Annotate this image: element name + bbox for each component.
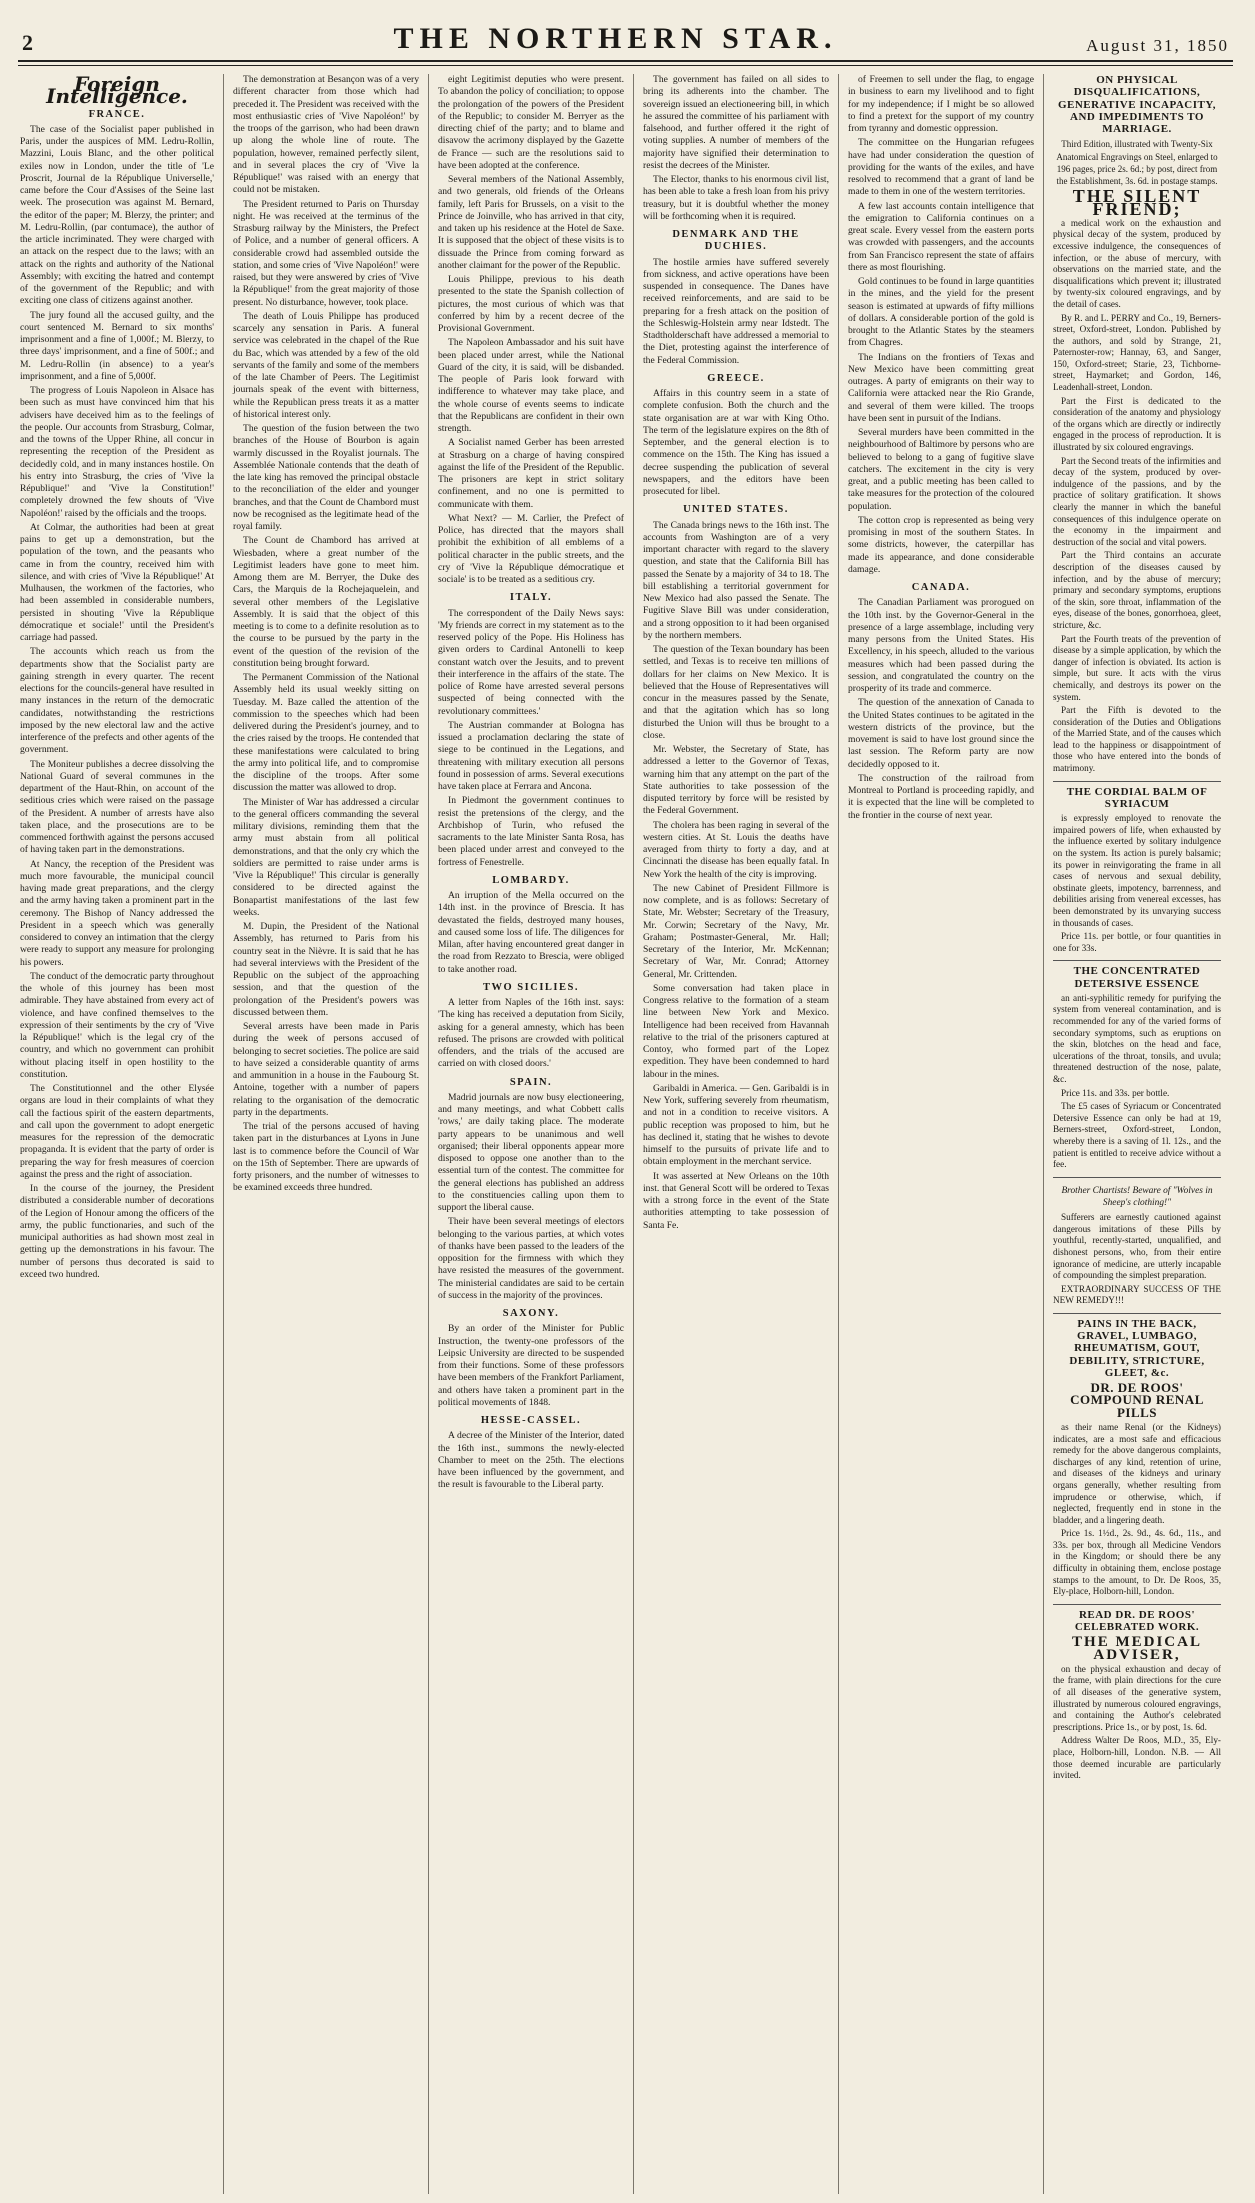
paragraph: Garibaldi in America. — Gen. Garibaldi is in New York, suffering severely from rheumatism, and not in a condition to receive visitors. A public reception was proposed to him, but he has declined it, stating that he wishes to devote himself to the pursuits of private life and to obtain employment in the merchant service. [643, 1082, 829, 1168]
ad-paragraph: an anti-syphilitic remedy for purifying the system from venereal contamination, and is recommended for any of the varied forms of secondary symptoms, such as eruptions on the skin, blotches on the head and face, ulcerations of the throat, tonsils, and uvula; threatened destruction of the nose, palate, &c. [1053, 992, 1221, 1084]
paragraph: The trial of the persons accused of having taken part in the disturbances at Lyons in June last is to commence before the Council of War on the 15th of September. There are upwards of forty prisoners, and the number of witnesses to be examined exceeds three hundred. [233, 1121, 419, 1194]
paragraph: A few last accounts contain intelligence that the emigration to California continues on a great scale. Every vessel from the eastern ports was crowded with passengers, and the accounts from San Francisco represent the state of affairs there as most flourishing. [848, 200, 1034, 273]
paragraph: What Next? — M. Carlier, the Prefect of Police, has directed that the mayors shall prohibit the exhibition of all emblems of a political character in the public streets, and the cry of 'Vive la République démocratique et sociale' is to be treated as a seditious cry. [438, 512, 624, 585]
ad-title: THE CORDIAL BALM OF SYRIACUM [1066, 785, 1208, 810]
paragraph: A decree of the Minister of the Interior, dated the 16th inst., summons the newly-elected Chamber to meet on the 25th. The elections have been influenced by the government, and the result is favourable to the Liberal party. [438, 1430, 624, 1491]
ad-paragraph: Part the Third contains an accurate description of the diseases caused by infection, and by the abuse of mercury; primary and secondary symptoms, eruptions of the skin, sore throat, inflammation of the eyes, disease of the bones, gonorrhoea, gleet, stricture, &c. [1053, 550, 1221, 630]
france-article-continued [233, 74, 419, 1195]
ad-body [1053, 1212, 1221, 1307]
paragraph: The committee on the Hungarian refugees have had under consideration the question of providing for the wants of the exiles, and have resolved to recommend that a grant of land be made to them in one of the western territories. [848, 137, 1034, 198]
paragraph: Their have been several meetings of electors belonging to the various parties, at which votes of thanks have been passed to the leaders of the opposition for the firmness with which they have resisted the measures of the government. The ministerial candidates are said to be certain of success in the majority of the provinces. [438, 1216, 624, 1301]
paragraph: In the course of the journey, the President distributed a considerable number of decorations of the Legion of Honour among the officers of the army, the public functionaries, and such of the municipal authorities as had shown most zeal in getting up the demonstrations in his favour. The number of persons thus decorated is said to exceed two hundred. [20, 1183, 214, 1280]
advertisement-renal-pills [1053, 1313, 1221, 1598]
page-number: 2 [22, 30, 33, 55]
issue-date: August 31, 1850 [1086, 36, 1229, 55]
paragraph: Several arrests have been made in Paris during the week of persons accused of belonging to secret societies. The police are said to have seized a considerable quantity of arms and ammunition in a house in the Faubourg St. Antoine, together with a number of papers relating to the organisation of the democratic party in the departments. [233, 1021, 419, 1118]
paragraph: The demonstration at Besançon was of a very different character from those which had preceded it. The President was received with the most enthusiastic cries of 'Vive Napoléon!' by the troops of the garrison, who had been drawn up along the whole line of route. The population, however, remained perfectly silent, and in several places the cry of 'Vive la République!' was raised with an energy that could not be mistaken. [233, 74, 419, 196]
ad-paragraph: a medical work on the exhaustion and physical decay of the system, produced by excessive indulgence, the consequences of infection, or the abuse of mercury, with observations on the married state, and the disqualifications which prevent it; illustrated by twenty-six coloured engravings, and by the detail of cases. [1053, 217, 1221, 309]
ad-body [1053, 1422, 1221, 1598]
paragraph: The Austrian commander at Bologna has issued a proclamation declaring the state of siege to be continued in the Legations, and threatening with military execution all persons found in possession of arms. Several executions have taken place at Ferrara and Ancona. [438, 719, 624, 792]
ad-body [1053, 218, 1221, 775]
advertisement-cordial-balm [1053, 781, 1221, 955]
paragraph: It was asserted at New Orleans on the 10th inst. that General Scott will be ordered to Texas with a strong force in the event of the State authorities attempting to take possession of Santa Fe. [643, 1170, 829, 1231]
paragraph: The question of the Texan boundary has been settled, and Texas is to receive ten millions of dollars for her claims on New Mexico. It is believed that the House of Representatives will concur in the measures passed by the Senate, and that the agitation which has so long disturbed the Union will thus be brought to a close. [643, 644, 829, 741]
masthead-rule [18, 65, 1233, 66]
paragraph: The question of the fusion between the two branches of the House of Bourbon is again warmly discussed in the Royalist journals. The Assemblée Nationale contends that the death of the late king has removed the principal obstacle to the reconciliation of the elder and younger branches, and that the Count de Chambord must now be recognised as the legitimate head of the royal family. [233, 423, 419, 532]
foreign-news-column-4 [643, 74, 829, 1232]
foreign-news-column-5 [848, 74, 1034, 822]
ad-paragraph: as their name Renal (or the Kidneys) indicates, are a most safe and efficacious remedy for the above dangerous complaints, discharges of any kind, retention of urine, and diseases of the kidneys and urinary organs generally, whether resulting from imprudence or otherwise, which, if neglected, frequently end in stone in the bladder, and a lingering death. [1053, 1421, 1221, 1525]
paragraph: Gold continues to be found in large quantities in the mines, and the yield for the present season is estimated at upwards of fifty millions of dollars. A considerable portion of the gold is brought to the Atlantic States by the steamers from Chagres. [848, 276, 1034, 349]
france-article [20, 124, 214, 1281]
paragraph: The progress of Louis Napoleon in Alsace has been such as must have convinced him that his advisers have deceived him as to the feelings of the people. Our accounts from Strasburg, Colmar, and the towns of the Upper Rhine, all concur in representing the reception of the President as decidedly cold, and in many instances hostile. On his entry into Strasburg, the cries of 'Vive la République!' and 'Vive la Constitution!' completely drowned the few shouts of 'Vive Napoléon!' raised by the officials and the troops. [20, 385, 214, 519]
advertisement-silent-friend [1053, 74, 1221, 775]
article-heading: DENMARK AND THE DUCHIES. [672, 229, 800, 253]
paragraph: The President returned to Paris on Thursday night. He was received at the terminus of the Strasburg railway by the Ministers, the Prefect of Police, and a number of general officers. A considerable crowd had assembled outside the station, and some cries of 'Vive Napoléon!' were raised, but they were answered by cries of 'Vive la République!' from the great majority of those present. No disturbance, however, took place. [233, 198, 419, 308]
ad-title: PAINS IN THE BACK, GRAVEL, LUMBAGO, RHEUMATISM, GOUT, DEBILITY, STRICTURE, GLEET, &c. [1069, 1317, 1205, 1379]
masthead [18, 18, 1233, 62]
ad-paragraph: on the physical exhaustion and decay of the frame, with plain directions for the cure of all diseases of the generative system, illustrated by numerous coloured engravings, and containing the Author's celebrated prescriptions. Price 1s., or by post, 1s. 6d. [1053, 1663, 1221, 1732]
ad-title: READ DR. DE ROOS' CELEBRATED WORK. [1074, 1608, 1200, 1634]
ad-paragraph: Price 11s. and 33s. per bottle. [1061, 1087, 1170, 1098]
paragraph: The Napoleon Ambassador and his suit have been placed under arrest, while the National Guard of the city, it is said, will be disbanded. The people of Paris look forward with indifference to whatever may take place, and the whole course of events seems to indicate that the Republicans are confident in their own strength. [438, 337, 624, 434]
ad-big-title: THE SILENT FRIEND; [1072, 186, 1202, 219]
column-4 [633, 74, 838, 2194]
paragraph: The government has failed on all sides to bring its adherents into the chamber. The sovereign issued an electioneering bill, in which he assured the committee of his parliament with falsehood, and further offered it the right of voting supplies. A number of members of the majority have signified their determination to resist the decrees of the Minister. [643, 74, 829, 171]
paragraph: The Count de Chambord has arrived at Wiesbaden, where a great number of the Legitimist leaders have gone to meet him. Among them are M. Berryer, the Duke des Cars, the Marquis de la Rochejaquelein, and several other members of the Legislative Assembly. It is said that the object of this meeting is to come to a definite resolution as to the course to be pursued by the party in the event of the question of the revision of the constitution being brought forward. [233, 535, 419, 669]
paragraph: A Socialist named Gerber has been arrested at Strasburg on a charge of having conspired against the life of the President of the Republic. The prisoners are kept in strict solitary confinement, and no one is permitted to communicate with them. [438, 437, 624, 510]
advertisement-caution [1053, 1177, 1221, 1307]
paragraph: Affairs in this country seem in a state of complete confusion. Both the church and the state organisation are at war with King Otho. The term of the legislature expires on the 8th of September, and the general election is to commence on the 15th. The King has issued a decree suspending the publication of several newspapers, and the editors have been prosecuted for libel. [643, 388, 829, 497]
paragraph: A letter from Naples of the 16th inst. says: 'The king has received a deputation from Sicily, asking for a general amnesty, which has been refused. The prisons are crowded with political offenders, and the trials of the accused are carried on with closed doors.' [438, 997, 624, 1070]
column-6-advertisements [1043, 74, 1230, 2194]
ad-paragraph: EXTRAORDINARY SUCCESS OF THE NEW REMEDY!!! [1053, 1283, 1221, 1306]
article-heading-france: FRANCE. [88, 108, 146, 120]
column-1 [18, 74, 223, 2194]
paragraph: The Indians on the frontiers of Texas and New Mexico have been committing great outrages. A party of emigrants on their way to California were attacked near the Rio Grande, and several of them were killed. The troops have been sent in pursuit of the Indians. [848, 351, 1034, 424]
paragraph: By an order of the Minister for Public Instruction, the twenty-one professors of the Leipsic University are directed to be suspended from their functions. Some of these professors have been members of the Frankfort Parliament, and others have taken a prominent part in the political movements of 1848. [438, 1323, 624, 1408]
ad-paragraph: Price 11s. per bottle, or four quantities in one for 33s. [1053, 931, 1221, 953]
paragraph: The death of Louis Philippe has produced scarcely any sensation in Paris. A funeral service was celebrated in the chapel of the Rue du Bac, which was attended by a few of the old servants of the family and some of the members of the late Chamber of Peers. The Legitimist journals speak of the event with bitterness, while the Republican press treats it as a matter of historical interest only. [233, 310, 419, 420]
paragraph: of Freemen to sell under the flag, to engage in business to earn my livelihood and to fight for my independence; if I might be so allowed to find a pretext for the support of my country from tyranny and domestic oppression. [848, 74, 1034, 134]
column-5 [838, 74, 1043, 2194]
newspaper-title: THE NORTHERN STAR. [393, 22, 838, 55]
article-heading: CANADA. [911, 582, 971, 593]
article-heading: UNITED STATES. [683, 504, 789, 516]
paragraph: Several members of the National Assembly, and two generals, old friends of the Orleans family, left Paris for Brussels, on a visit to the Prince de Joinville, who has arrived in that city, and taken up his residence at the Hotel de Saxe. It is supposed that the object of these visits is to dissuade the Prince from coming forward as another claimant for the power of the Republic. [438, 174, 624, 271]
ad-paragraph: is expressly employed to renovate the impaired powers of life, when exhausted by the influence exerted by solitary indulgence on the system. Its action is purely balsamic; its power in reinvigorating the frame in all cases of nervous and sexual debility, obstinate gleets, impotency, barrenness, and debilities arising from venereal excesses, has been demonstrated by its unvarying success in thousands of cases. [1053, 813, 1221, 928]
paragraph: The Canada brings news to the 16th inst. The accounts from Washington are of a very important character with regard to the slavery question, and state that the California Bill has passed the Senate by a majority of 34 to 18. The bill establishing a territorial government for New Mexico had also passed the Senate. The Fugitive Slave Bill was under consideration, and a strong opposition to it had been organised by the northern members. [643, 519, 829, 641]
paragraph: The conduct of the democratic party throughout the whole of this journey has been most admirable. They have abstained from every act of violence, and have confined themselves to the expression of their sentiments by the cry of 'Vive la République!' which is the legal cry of the country, and which no government can prohibit without placing itself in open hostility to the constitution. [20, 970, 214, 1080]
advertisement-detersive-essence [1053, 960, 1221, 1170]
ad-paragraph: Price 1s. 1½d., 2s. 9d., 4s. 6d., 11s., and 33s. per box, through all Medicine Vendors in the Kingdom; or should there be any difficulty in obtaining them, enclose postage stamps to the amount, to Dr. De Roos, 35, Ely-place, Holborn-hill, London. [1053, 1528, 1221, 1597]
article-heading: GREECE. [707, 372, 765, 384]
ad-paragraph: Part the Second treats of the infirmities and decay of the system, produced by over-indulgence of the passions, and by the practice of solitary gratification. It shows clearly the manner in which the baneful consequences of this indulgence operate on the economy in the impairment and destruction of the social and vital powers. [1053, 455, 1221, 547]
paragraph: The Moniteur publishes a decree dissolving the National Guard of several communes in the department of the Haut-Rhin, on account of the seditious cries which were raised on the passage of the President. A number of arrests have also taken place, and the prosecutions are to be commenced forthwith against the persons accused of having taken part in the demonstrations. [20, 758, 214, 856]
paragraph: The case of the Socialist paper published in Paris, under the auspices of MM. Ledru-Rollin, Mazzini, Louis Blanc, and the other political exiles now in London, under the title of 'Le Proscrit, Journal de la République Universelle,' came before the Cour d'Assises of the Seine last week. The prosecution was against M. Bernard, the editor of the paper; M. Blerzy, the printer; and M. Ledru-Rollin, (par contumace), the author of the article incriminated. They were charged with an attack on the respect due to the laws; with an attack on the rights and authority of the National Assembly; with exciting the hatred and contempt of the government of the Republic; and with exciting one class of citizens against another. [20, 123, 214, 307]
ad-paragraph: Sufferers are earnestly cautioned against dangerous imitations of these Pills by youthful, recently-started, unqualified, and dishonest persons, who, from their entire ignorance of medicine, are utterly incapable of compounding the simplest preparation. [1053, 1212, 1221, 1281]
ad-title: ON PHYSICAL DISQUALIFICATIONS, GENERATIVE INCAPACITY, AND IMPEDIMENTS TO MARRIAGE. [1057, 74, 1217, 135]
ad-big-title: DR. DE ROOS' COMPOUND RENAL PILLS [1070, 1380, 1204, 1420]
paragraph: At Colmar, the authorities had been at great pains to get up a demonstration, but the population of the town, and the peasants who came in from the country, received him with silence, and with cries of 'Vive la République!' At Mulhausen, the workmen of the factories, who had been assembled in considerable numbers, persisted in shouting 'Vive la République démocratique et sociale!' until the President's carriage had passed. [20, 521, 214, 643]
ad-title: Brother Chartists! Beware of "Wolves in Sheep's clothing!" [1061, 1185, 1213, 1208]
ad-subtitle: Third Edition, illustrated with Twenty-Six Anatomical Engravings on Steel, enlarged to 196 pages, price 2s. 6d.; by post, direct from the Establishment, 3s. 6d. in postage stamps. [1056, 139, 1218, 186]
ad-body [1053, 993, 1221, 1171]
paragraph: In Piedmont the government continues to resist the pretensions of the clergy, and the Archbishop of Turin, who refused the sacraments to the late Minister Santa Rosa, has been placed under arrest and conveyed to the fortress of Fenestrelle. [438, 795, 624, 868]
ad-paragraph: Address Walter De Roos, M.D., 35, Ely-place, Holborn-hill, London. N.B. — All those deemed incurable are particularly invited. [1053, 1735, 1221, 1781]
ad-paragraph: By R. and L. PERRY and Co., 19, Berners-street, Oxford-street, London. Published by the authors, and sold by Strange, 21, Paternoster-row; Hannay, 63, and Sanger, 150, Oxford-street; Starie, 23, Tichborne-street, Haymarket; and Gordon, 146, Leadenhall-street, London. [1053, 312, 1221, 393]
paragraph: The Elector, thanks to his enormous civil list, has been able to take a fresh loan from his privy treasury, but it is doubtful whether the money will be forthcoming when it is required. [643, 174, 829, 222]
paragraph: The Constitutionnel and the other Elysée organs are loud in their complaints of what they call the factious spirit of the eastern departments, and call upon the government to adopt energetic measures for the repression of the democratic propaganda. It is evident that the party of order is preparing the way for fresh measures of coercion against the press and the right of association. [20, 1083, 214, 1180]
paragraph: The hostile armies have suffered severely from sickness, and active operations have been suspended in consequence. The Danes have received reinforcements, and are said to be preparing for a fresh attack on the position of the Schleswig-Holstein army near Idstedt. The Stadtholderschaft have addressed a memorial to the Diet, protesting against the interference of the Federal Commission. [643, 256, 829, 366]
ad-big-title: THE MEDICAL ADVISER, [1072, 1634, 1202, 1663]
paragraph: At Nancy, the reception of the President was much more favourable, the municipal council having made great preparations, and the clergy and the army having taken a prominent part in the ceremony. The Bishop of Nancy addressed the President in a speech which was generally considered to convey an intimation that the clergy were ready to support any measure for prolonging his powers. [20, 858, 214, 968]
ad-paragraph: Part the Fifth is devoted to the consideration of the Duties and Obligations of the Married State, and of the causes which lead to the happiness or disappointment of those who have entered into the bonds of matrimony. [1053, 705, 1221, 774]
paragraph: The construction of the railroad from Montreal to Portland is proceeding rapidly, and it is expected that the line will be completed to the frontier in the course of next year. [848, 772, 1034, 821]
paragraph: The Permanent Commission of the National Assembly held its usual weekly sitting on Tuesday. M. Baze called the attention of the commission to the speeches which had been delivered during the President's journey, and to the cries raised by the troops. He contended that these manifestations were calculated to bring the army into political life, and to compromise the discipline of the troops. After some discussion the matter was allowed to drop. [233, 672, 419, 794]
paragraph: eight Legitimist deputies who were present. To abandon the policy of conciliation; to oppose the prolongation of the powers of the President of the Republic; to consider M. Berryer as the directing chief of the party; and to blame and disavow the acrimony displayed by the Gazette de France — such are the resolutions said to have been adopted at the conference. [438, 74, 624, 171]
paragraph: Louis Philippe, previous to his death presented to the state the Spanish collection of pictures, the most curious of which was that conferred by him by a recent decree of the Provisional Government. [438, 274, 624, 334]
column-2 [223, 74, 428, 2194]
foreign-news-column-3 [438, 74, 624, 1492]
ad-body [1053, 1664, 1221, 1782]
article-heading: SAXONY. [502, 1308, 560, 1319]
article-heading: HESSE-CASSEL. [480, 1415, 582, 1426]
article-heading: SPAIN. [509, 1076, 553, 1088]
column-3 [428, 74, 633, 2194]
paragraph: The cholera has been raging in several of the western cities. At St. Louis the deaths have averaged from thirty to forty a day, and at Cincinnati the disease has been equally fatal. In New York the health of the city is improving. [643, 819, 829, 880]
ad-body [1053, 813, 1221, 954]
advertisement-medical-adviser [1053, 1604, 1221, 1782]
paragraph: Several murders have been committed in the neighbourhood of Baltimore by persons who are believed to belong to a gang of fugitive slave catchers. The excitement in the city is very great, and a public meeting has been called to take measures for the protection of the coloured population. [848, 427, 1034, 512]
ad-paragraph: Part the First is dedicated to the consideration of the anatomy and physiology of the organs which are directly or indirectly engaged in the process of reproduction. It is illustrated by six coloured engravings. [1053, 395, 1221, 453]
article-heading: ITALY. [509, 592, 553, 604]
paragraph: The jury found all the accused guilty, and the court sentenced M. Bernard to six months' imprisonment and a fine of 1,000f.; M. Blerzy, to three days' imprisonment, and a fine of 500f.; and M. Ledru-Rollin (in absence) to a year's imprisonment, and a fine of 5,000f. [20, 309, 214, 382]
paragraph: The cotton crop is represented as being very promising in most of the southern States. In some districts, however, the caterpillar has made its appearance, and done considerable damage. [848, 514, 1034, 575]
ad-paragraph: Part the Fourth treats of the prevention of disease by a simple application, by which the danger of infection is obviated. Its action is simple, but sure. It acts with the virus chemically, and destroys its power on the system. [1053, 633, 1221, 702]
paragraph: The Canadian Parliament was prorogued on the 10th inst. by the Governor-General in the presence of a large assemblage, including very many persons from the United States. His Excellency, in his speech, alluded to the various measures which had been passed during the session, and congratulated the country on the prosperity of its trade and commerce. [848, 597, 1034, 694]
paragraph: The correspondent of the Daily News says: 'My friends are correct in my statement as to the reserved policy of the Pope. His Holiness has given orders to Cardinal Antonelli to keep constant watch over the Jesuits, and to prevent their interference in the affairs of the state. The police of Rome have arrested several persons suspected of being connected with the revolutionary committees.' [438, 607, 624, 717]
paragraph: An irruption of the Mella occurred on the 14th inst. in the province of Brescia. It has devastated the fields, destroyed many houses, and caused some loss of life. The diligences for Milan, after having encountered great danger in the road from Rezzato to Brescia, were obliged to take another road. [438, 890, 624, 975]
paragraph: M. Dupin, the President of the National Assembly, has returned to Paris from his country seat in the Nièvre. It is said that he has had several interviews with the President of the Republic on the subject of the approaching session, and that the question of the prolongation of the President's powers was discussed between them. [233, 921, 419, 1018]
paragraph: The Minister of War has addressed a circular to the general officers commanding the several military divisions, reminding them that the army must abstain from all political demonstrations, and that the only cry which the soldiers are permitted to raise under arms is 'Vive la République!' This circular is generally considered to be directed against the Bonapartist manifestations of the last few weeks. [233, 796, 419, 918]
paragraph: The question of the annexation of Canada to the United States continues to be agitated in the western districts of the province, but the movement is said to have lost ground since the last session. The Reform party are now decidedly opposed to it. [848, 697, 1034, 770]
article-heading: LOMBARDY. [492, 874, 570, 886]
section-title: Foreign Intelligence. [46, 74, 188, 109]
paragraph: Mr. Webster, the Secretary of State, has addressed a letter to the Governor of Texas, warning him that any attempt on the part of the State authorities to take possession of the disputed territory by force will be resisted by the Federal Government. [643, 744, 829, 817]
paragraph: Madrid journals are now busy electioneering, and many meetings, and what Cobbett calls 'rows,' are daily taking place. The moderate party appears to be unanimous and well organised; their liberal opponents appear more disposed to oppose one another than to the essential turn of the contest. The committee for the general elections has published an address to the constituencies calling upon them to support the liberal cause. [438, 1091, 624, 1213]
article-heading: TWO SICILIES. [483, 981, 579, 993]
ad-title: THE CONCENTRATED DETERSIVE ESSENCE [1073, 965, 1201, 990]
paragraph: The new Cabinet of President Fillmore is now complete, and is as follows: Secretary of State, Mr. Webster; Secretary of the Treasury, Mr. Corwin; Secretary of the Navy, Mr. Graham; Postmaster-General, Mr. Hall; Secretary of the Interior, Mr. McKennan; Secretary of War, Mr. Conrad; Attorney General, Mr. Crittenden. [643, 882, 829, 980]
paragraph: The accounts which reach us from the departments show that the Socialist party are gaining strength in every quarter. The recent elections for the councils-general have resulted in many instances in the return of the democratic candidates, notwithstanding the restrictions imposed by the new electoral law and the active interference of the prefects and other agents of the government. [20, 646, 214, 756]
ad-paragraph: The £5 cases of Syriacum or Concentrated Detersive Essence can only be had at 19, Berners-street, Oxford-street, London, whereby there is a saving of 1l. 12s., and the patient is entitled to receive advice without a fee. [1053, 1101, 1221, 1170]
paragraph: Some conversation had taken place in Congress relative to the formation of a steam line between New York and Mexico. Intelligence had been received from Havannah relative to the trial of the prisoners captured at Contoy, who formed part of the Lopez expedition. They have been condemned to hard labour in the mines. [643, 982, 829, 1080]
columns [18, 74, 1233, 2194]
